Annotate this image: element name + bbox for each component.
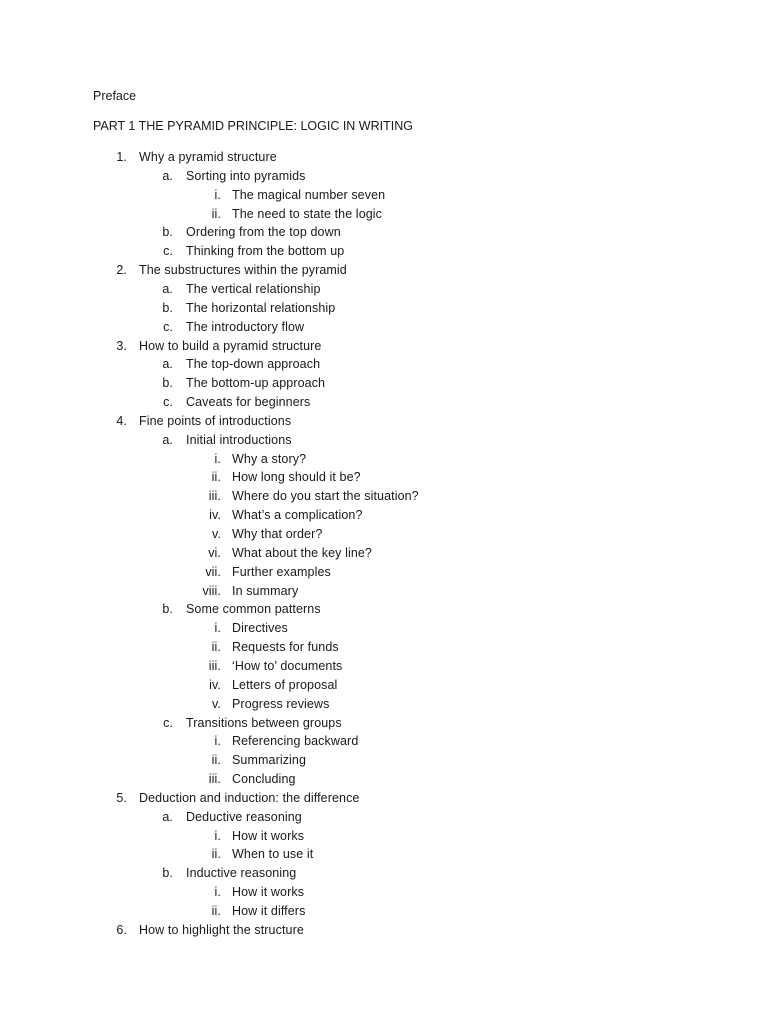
toc-entry-text: The introductory flow [186,320,305,334]
toc-marker: iii. [208,772,221,786]
toc-entry-text: Deductive reasoning [186,810,302,824]
toc-entry-text: How long should it be? [232,470,361,484]
toc-marker: viii. [202,584,221,598]
toc-marker: i. [214,829,221,843]
toc-marker: vi. [208,546,221,560]
preface-heading: Preface [93,89,137,103]
toc-marker: a. [162,357,173,371]
toc-marker: 1. [116,150,127,164]
toc-entry-text: The top-down approach [186,357,321,371]
toc-entry-text: Where do you start the situation? [232,489,419,503]
toc-marker: 4. [116,414,127,428]
toc-marker: vii. [205,565,221,579]
toc-marker: c. [163,320,173,334]
toc-marker: 2. [116,263,127,277]
toc-marker: a. [162,169,173,183]
toc-entry-text: Summarizing [232,753,307,767]
toc-marker: i. [214,621,221,635]
toc-entry-text: ‘How to’ documents [232,659,343,673]
toc-marker: a. [162,810,173,824]
toc-marker: b. [162,225,173,239]
toc-entry-text: Caveats for beginners [186,395,311,409]
toc-entry-text: The vertical relationship [186,282,321,296]
toc-marker: iii. [208,659,221,673]
toc-marker: ii. [211,640,221,654]
toc-entry-text: Inductive reasoning [186,866,297,880]
toc-marker: ii. [211,847,221,861]
toc-entry-text: Why a pyramid structure [139,150,277,164]
toc-marker: i. [214,734,221,748]
toc-entry-text: The magical number seven [232,188,386,202]
toc-entry-text: Letters of proposal [232,678,338,692]
toc-entry-text: How to highlight the structure [139,923,304,937]
toc-marker: b. [162,301,173,315]
toc-entry-text: Why a story? [232,452,307,466]
toc-marker: ii. [211,904,221,918]
toc-marker: c. [163,395,173,409]
toc-entry-text: In summary [232,584,299,598]
toc-marker: b. [162,866,173,880]
toc-entry-text: What about the key line? [232,546,372,560]
part-title: PART 1 THE PYRAMID PRINCIPLE: LOGIC IN WRITING [93,119,413,133]
toc-marker: a. [162,433,173,447]
toc-entry-text: Why that order? [232,527,323,541]
toc-entry-text: Initial introductions [186,433,292,447]
toc-entry-text: Ordering from the top down [186,225,341,239]
toc-marker: v. [212,697,221,711]
toc-marker: ii. [211,753,221,767]
toc-marker: 6. [116,923,127,937]
toc-entry-text: Further examples [232,565,331,579]
toc-entry-text: Sorting into pyramids [186,169,306,183]
toc-marker: i. [214,885,221,899]
toc-marker: iii. [208,489,221,503]
toc-entry-text: The bottom-up approach [186,376,326,390]
toc-entry-text: Deduction and induction: the difference [139,791,360,805]
toc-marker: b. [162,602,173,616]
toc-entry-text: The substructures within the pyramid [139,263,347,277]
toc-entry-text: How to build a pyramid structure [139,339,322,353]
toc-marker: ii. [211,207,221,221]
toc-marker: 3. [116,339,127,353]
toc-entry-text: What’s a complication? [232,508,363,522]
toc-marker: b. [162,376,173,390]
toc-marker: v. [212,527,221,541]
toc-entry-text: Directives [232,621,288,635]
toc-entry-text: How it works [232,885,305,899]
toc-entry-text: How it works [232,829,305,843]
toc-entry-text: Progress reviews [232,697,330,711]
toc-entry-text: Fine points of introductions [139,414,292,428]
toc-entry-text: The need to state the logic [232,207,383,221]
toc-entry-text: Transitions between groups [186,716,342,730]
toc-entry-text: Referencing backward [232,734,359,748]
toc-marker: c. [163,244,173,258]
toc-marker: iv. [209,678,221,692]
toc-entry-text: Thinking from the bottom up [186,244,345,258]
toc-marker: i. [214,188,221,202]
toc-marker: a. [162,282,173,296]
toc-entry-text: The horizontal relationship [186,301,336,315]
toc-marker: iv. [209,508,221,522]
toc-marker: 5. [116,791,127,805]
toc-entry-text: When to use it [232,847,314,861]
toc-entry-text: How it differs [232,904,306,918]
toc-entry-text: Some common patterns [186,602,321,616]
toc-entry-text: Concluding [232,772,296,786]
toc-marker: c. [163,716,173,730]
toc-entry-text: Requests for funds [232,640,339,654]
toc-marker: i. [214,452,221,466]
toc-marker: ii. [211,470,221,484]
